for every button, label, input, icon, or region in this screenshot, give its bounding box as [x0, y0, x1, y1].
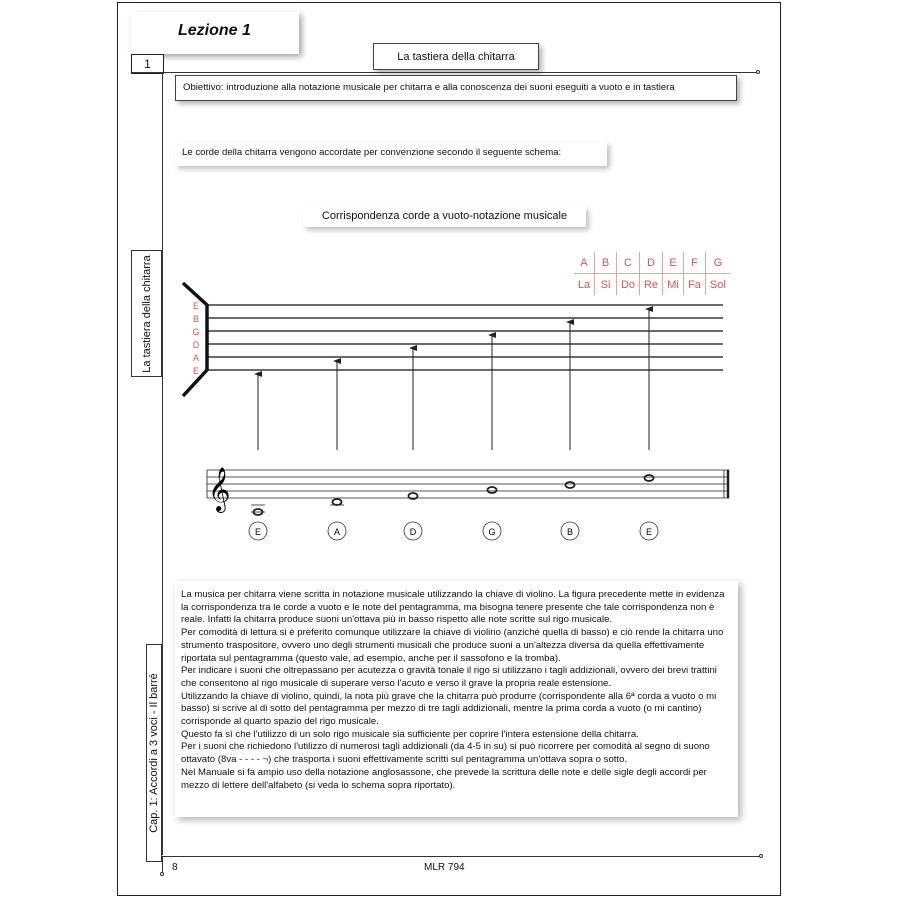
- note-syllable: Fa: [684, 274, 706, 296]
- body-paragraph: Nel Manuale si fa ampio uso della notazione anglosassone, che prevede la scrittura delle note e delle sigle degli accordi per mezzo di lettere dell'alfabeto (si veda lo schema sopra riportato).: [181, 766, 707, 791]
- body-paragraph: Questo fa sì che l'utilizzo di un solo rigo musicale sia sufficiente per coprire l'intera estensione della chitarra.: [181, 728, 639, 740]
- body-text-box: [175, 581, 738, 817]
- open-string-note: E: [254, 527, 262, 537]
- left-margin-rule: [162, 73, 163, 855]
- note-letter: C: [617, 252, 640, 274]
- note-syllable: Re: [640, 274, 663, 296]
- open-string-note: A: [333, 527, 341, 537]
- bottom-rule-end: [160, 872, 164, 876]
- note-syllables-row: [574, 274, 730, 296]
- body-paragraph: Utilizzando la chiave di violino, quindi, la nota più grave che la chitarra può produrre (corrispondente alla 6ª corda a vuoto o mi basso) si scrive al di sotto del pentagramma per mezzo di tre tagli addizionali, mentre la prima corda a vuoto (o mi cantino) corrisponde al quarto spazio del rigo musicale.: [181, 690, 717, 728]
- bottom-rule: [162, 856, 163, 872]
- side-tab-section: [131, 250, 162, 377]
- header-rule: [131, 72, 757, 73]
- open-string-note: G: [488, 527, 496, 537]
- string-label: B: [192, 314, 200, 324]
- body-paragraph: Per indicare i suoni che oltrepassano per acutezza o gravità tonale il rigo si utilizzano i tagli addizionali, ovvero dei brevi trattini che consentono al rigo musicale di superare verso l'acuto e verso il grave la propria reale estensione.: [181, 665, 717, 689]
- note-letter: B: [595, 252, 617, 274]
- open-string-note: D: [409, 527, 417, 537]
- lesson-title: Lezione 1: [178, 22, 251, 39]
- objective-text: Obiettivo: introduzione alla notazione musicale per chitarra e alla conoscenza dei suoni eseguiti a vuoto e in tastiera: [175, 75, 737, 101]
- side-tab-chapter: [146, 644, 162, 862]
- header-rule-end: [756, 70, 760, 74]
- note-syllable: La: [574, 274, 595, 296]
- note-letter: F: [684, 252, 706, 274]
- footer-rule-end: [759, 854, 763, 858]
- note-letter: A: [574, 252, 595, 274]
- note-letter: E: [663, 252, 684, 274]
- note-syllable: Mi: [663, 274, 684, 296]
- string-label: G: [192, 327, 200, 337]
- footer-code: MLR 794: [424, 862, 465, 873]
- note-letters-row: [574, 252, 730, 274]
- footer-page-number: 8: [172, 862, 178, 873]
- note-letter: D: [640, 252, 663, 274]
- open-string-note: B: [566, 527, 574, 537]
- string-label: D: [192, 340, 200, 350]
- note-names-table: [574, 252, 730, 295]
- body-paragraph: La musica per chitarra viene scritta in notazione musicale utilizzando la chiave di violino. La figura precedente mette in evidenza la corrispondenza tra le corde a vuoto e le note del pentagramma, ma bisogna tenere presente che tale corrispondenza non è reale. Infatti la chitarra produce suoni un'ottava più in basso rispetto alle note scritte sul rigo musicale.: [181, 589, 725, 626]
- diagram-title: Corrispondenza corde a vuoto-notazione musicale: [303, 207, 586, 227]
- lesson-number-box: 1: [131, 54, 164, 74]
- footer-rule: [160, 856, 760, 857]
- side-tab-section-label: La tastiera della chitarra: [140, 254, 153, 373]
- note-syllable: Si: [595, 274, 617, 296]
- note-letter: G: [706, 252, 731, 274]
- string-label: A: [192, 353, 200, 363]
- section-title: La tastiera della chitarra: [373, 43, 539, 70]
- treble-clef-icon: 𝄞: [208, 469, 231, 511]
- string-label: E: [192, 301, 200, 311]
- note-syllable: Sol: [710, 278, 726, 291]
- body-paragraph: Per i suoni che richiedono l'utilizzo di numerosi tagli addizionali (da 4-5 in su) si può ricorrere per comodità al segno di suono ottavato (8va - - - - ¬) che trasporta i suoni effettivamente scritti sul pentagramma un'ottava sopra o sotto.: [181, 741, 710, 766]
- intro-text: Le corde della chitarra vengono accordate per convenzione secondo il seguente schema:: [175, 142, 607, 166]
- note-syllable: Do: [617, 274, 640, 296]
- body-paragraph: Per comodità di lettura si è preferito comunque utilizzare la chiave di violino (anziché quella di basso) e ciò rende la chitarra uno strumento traspositore, ovvero uno degli strumenti musicali che produce suoni a un'altezza diversa da quella effettivamente riportata sul pentagramma (questo vale, ad esempio, anche per il sassofono e la tromba).: [181, 627, 724, 664]
- side-tab-chapter-label: Cap. 1: Accordi a 3 voci - Il barré: [148, 673, 160, 833]
- open-string-note: E: [645, 527, 653, 537]
- string-label: E: [192, 366, 200, 376]
